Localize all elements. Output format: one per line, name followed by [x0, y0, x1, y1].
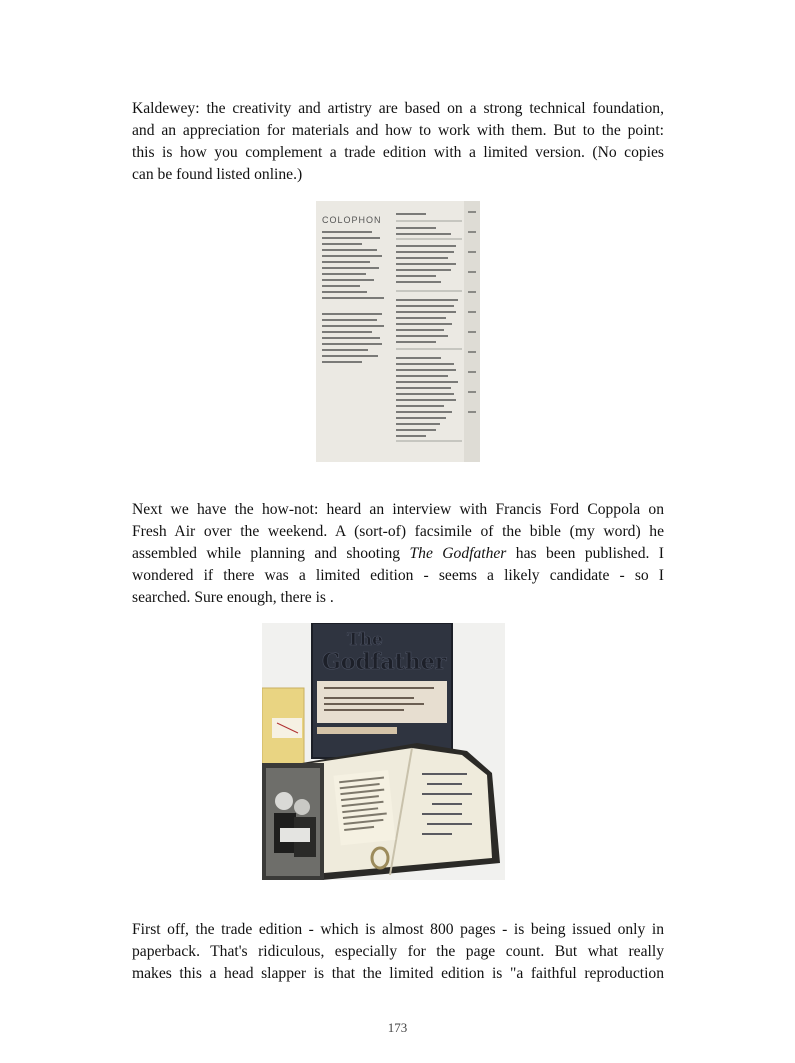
text-line: Fresh Air over the weekend. A (sort-of) facsimile of the bible (my word) he	[132, 523, 664, 540]
text-line: wondered if there was a limited edition - seems a likely candidate - so I	[132, 567, 664, 584]
text-line: searched. Sure enough, there is .	[132, 589, 334, 606]
cover-title-godfather: Godfather	[322, 649, 447, 675]
colophon-heading: COLOPHON	[322, 215, 382, 225]
colophon-photo	[316, 201, 480, 462]
paragraph-godfather	[132, 499, 664, 609]
text-line: can be found listed online.)	[132, 166, 303, 183]
paragraph-kaldewey	[132, 98, 664, 186]
text-line: assembled while planning and shooting The Godfather has been published. I	[132, 545, 664, 562]
text-line: Kaldewey: the creativity and artistry are based on a strong technical foundation,	[132, 100, 664, 117]
text-line: this is how you complement a trade edition with a limited version. (No copies	[132, 144, 664, 161]
text-line: and an appreciation for materials and how to work with them. But to the point:	[132, 122, 664, 139]
text-line: Next we have the how-not: heard an interview with Francis Ford Coppola on	[132, 501, 664, 518]
text-line: paperback. That's ridiculous, especially for the page count. But what really	[132, 943, 664, 960]
text-line: First off, the trade edition - which is almost 800 pages - is being issued only in	[132, 921, 664, 938]
book-title: The Godfather	[409, 545, 507, 562]
godfather-notebook-photo	[262, 623, 505, 880]
page-number: 173	[387, 1020, 408, 1035]
text-line: makes this a head slapper is that the limited edition is "a faithful reproduction	[132, 965, 664, 982]
cover-title-the: The	[347, 630, 383, 650]
paragraph-trade-edition	[132, 919, 664, 985]
